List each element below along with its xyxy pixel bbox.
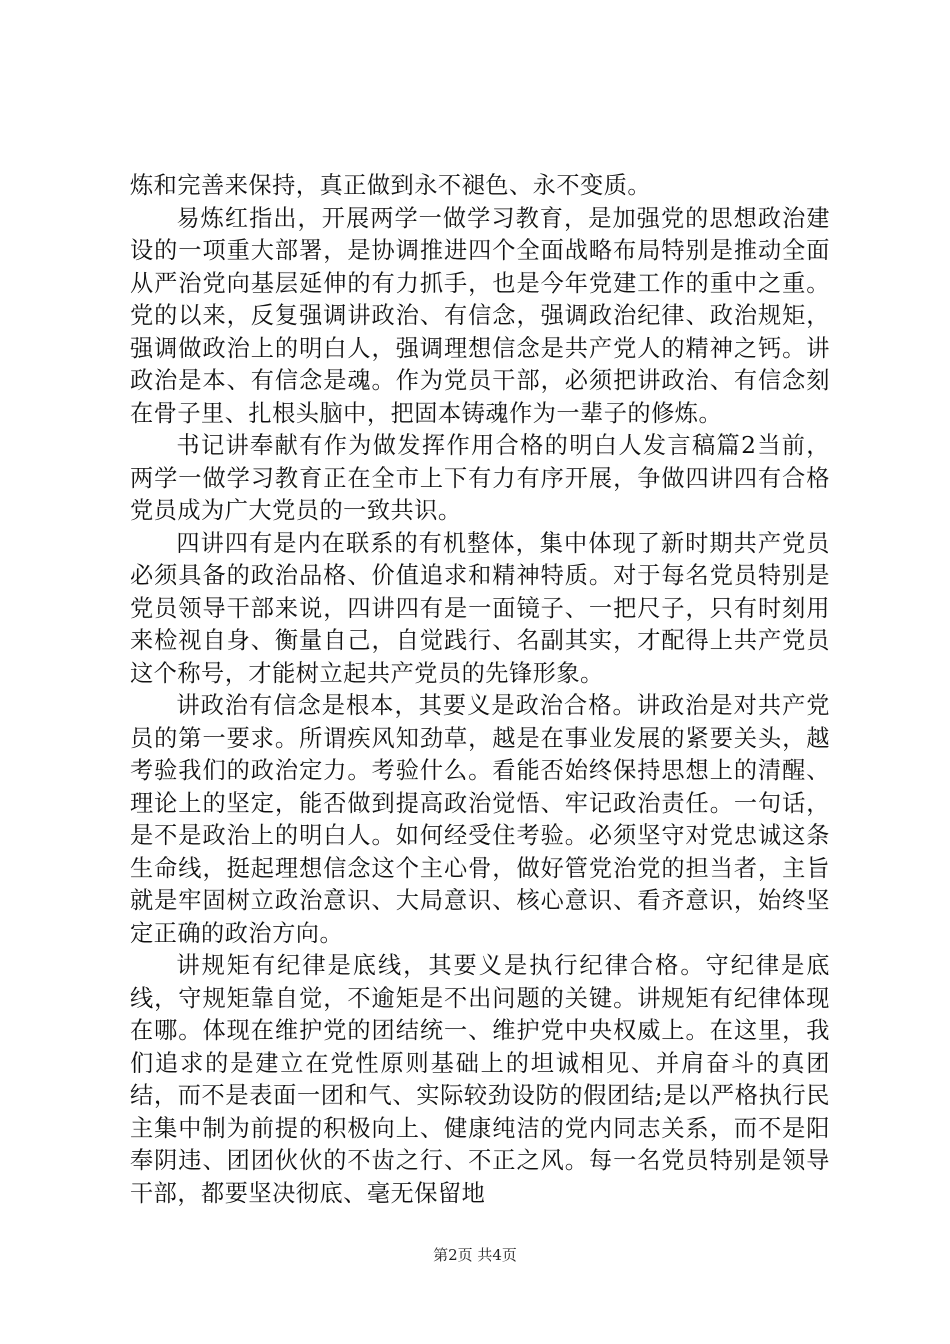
paragraph-2: 易炼红指出，开展两学一做学习教育，是加强党的思想政治建设的一项重大部署，是协调推进四个全面战略布局特别是推动全面从严治党向基层延伸的有力抓手，也是今年党建工作的重中之重。党的以来，反复强调讲政治、有信念，强调政治纪律、政治规矩，强调做政治上的明白人，强调理想信念是共产党人的精神之钙。讲政治是本、有信念是魂。作为党员干部，必须把讲政治、有信念刻在骨子里、扎根头脑中，把固本铸魂作为一辈子的修炼。	[130, 204, 830, 427]
paragraph-6: 讲规矩有纪律是底线，其要义是执行纪律合格。守纪律是底线，守规矩靠自觉，不逾矩是不出问题的关键。讲规矩有纪律体现在哪。体现在维护党的团结统一、维护党中央权威上。在这里，我们追求的是建立在党性原则基础上的坦诚相见、并肩奋斗的真团结，而不是表面一团和气、实际较劲设防的假团结;是以严格执行民主集中制为前提的积极向上、健康纯洁的党内同志关系，而不是阳奉阴违、团团伙伙的不齿之行、不正之风。每一名党员特别是领导干部，都要坚决彻底、毫无保留地	[130, 952, 830, 1207]
page-number-footer: 第2页 共4页	[433, 1246, 517, 1264]
paragraph-5: 讲政治有信念是根本，其要义是政治合格。讲政治是对共产党员的第一要求。所谓疾风知劲草，越是在事业发展的紧要关头，越考验我们的政治定力。考验什么。看能否始终保持思想上的清醒、理论上的坚定，能否做到提高政治觉悟、牢记政治责任。一句话，是不是政治上的明白人。如何经受住考验。必须坚守对党忠诚这条生命线，挺起理想信念这个主心骨，做好管党治党的担当者，主旨就是牢固树立政治意识、大局意识、核心意识、看齐意识，始终坚定正确的政治方向。	[130, 692, 830, 947]
paragraph-1: 炼和完善来保持，真正做到永不褪色、永不变质。	[130, 172, 652, 199]
document-body	[130, 170, 830, 1210]
paragraph-3: 书记讲奉献有作为做发挥作用合格的明白人发言稿篇2当前，两学一做学习教育正在全市上下有力有序开展，争做四讲四有合格党员成为广大党员的一致共识。	[130, 432, 830, 524]
paragraph-4: 四讲四有是内在联系的有机整体，集中体现了新时期共产党员必须具备的政治品格、价值追求和精神特质。对于每名党员特别是党员领导干部来说，四讲四有是一面镜子、一把尺子，只有时刻用来检视自身、衡量自己，自觉践行、名副其实，才配得上共产党员这个称号，才能树立起共产党员的先锋形象。	[130, 529, 830, 687]
